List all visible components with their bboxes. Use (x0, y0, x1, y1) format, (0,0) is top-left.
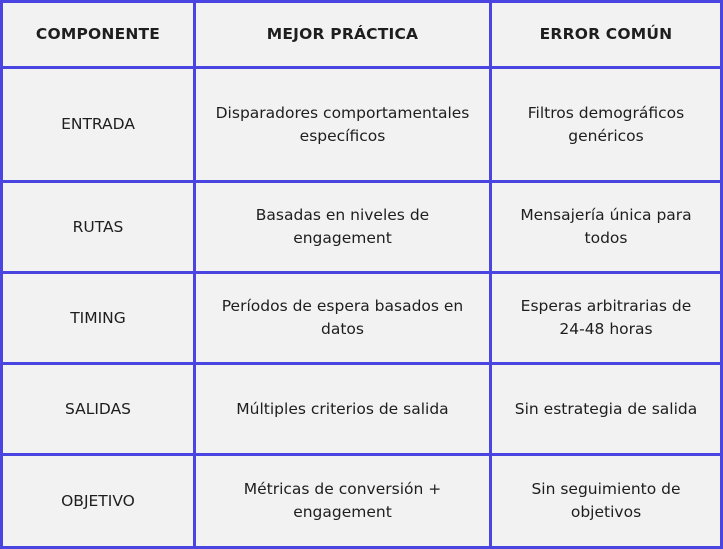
cell-error-comun (492, 274, 720, 365)
cell-text: OBJETIVO (61, 491, 135, 510)
cell-text: RUTAS (72, 217, 124, 236)
cell-text: Sin estrategia de salida (514, 399, 698, 418)
cell-mejor-practica (196, 69, 492, 183)
cell-text: SALIDAS (64, 399, 132, 418)
cell-text: Esperas arbitrarias de 24-48 horas (520, 297, 692, 338)
cell-componente (3, 183, 196, 274)
cell-mejor-practica (196, 456, 492, 546)
cell-text: ENTRADA (61, 115, 135, 133)
cell-mejor-practica (196, 183, 492, 274)
cell-text: Filtros demográficos genéricos (527, 103, 685, 145)
cell-text: Períodos de espera basados en datos (221, 297, 464, 338)
header-label: ERROR COMÚN (539, 25, 673, 43)
cell-mejor-practica (196, 274, 492, 365)
header-label: COMPONENTE (35, 25, 161, 43)
cell-text: Sin seguimiento de objetivos (531, 480, 681, 521)
cell-text: Disparadores comportamentales específicos (215, 103, 470, 145)
header-label: MEJOR PRÁCTICA (266, 25, 419, 43)
cell-error-comun (492, 69, 720, 183)
cell-text: Múltiples criterios de salida (236, 399, 449, 418)
cell-text: Mensajería única para todos (520, 206, 692, 247)
cell-componente (3, 456, 196, 546)
header-componente (3, 3, 196, 69)
cell-error-comun (492, 456, 720, 546)
header-mejor-practica (196, 3, 492, 69)
cell-componente (3, 69, 196, 183)
cell-componente (3, 365, 196, 456)
header-error-comun (492, 3, 720, 69)
cell-text: TIMING (70, 308, 126, 327)
cell-mejor-practica (196, 365, 492, 456)
cell-text: Métricas de conversión + engagement (243, 480, 442, 521)
cell-error-comun (492, 365, 720, 456)
cell-text: Basadas en niveles de engagement (255, 206, 430, 247)
cell-error-comun (492, 183, 720, 274)
cell-componente (3, 274, 196, 365)
